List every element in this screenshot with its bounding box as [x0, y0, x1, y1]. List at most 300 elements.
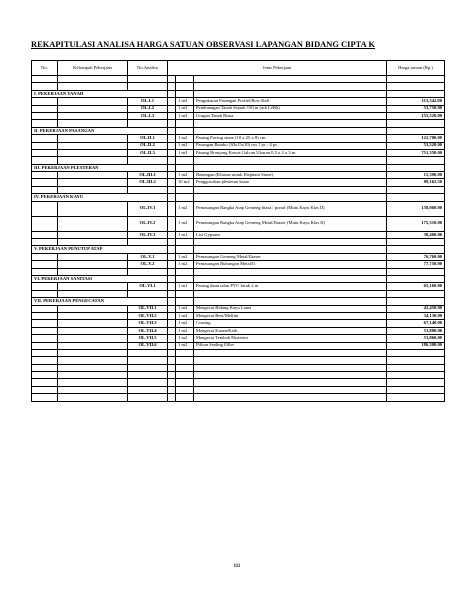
section-row — [32, 127, 445, 134]
spacer-row — [32, 186, 445, 193]
page-title: REKAPITULASI ANALISA HARGA SATUAN OBSERVASI LAPANGAN BIDANG CIPTA K — [31, 40, 376, 49]
unit-cell: 1 m2 — [176, 327, 194, 334]
analysis-code: OL.IV.3 — [128, 231, 168, 238]
empty-cell — [176, 76, 194, 83]
empty-cell — [176, 298, 194, 305]
price-cell: 53,860.00 — [387, 335, 445, 342]
price-cell: 53,520.00 — [387, 142, 445, 149]
empty-cell — [58, 179, 128, 186]
empty-cell — [168, 149, 176, 156]
empty-cell — [168, 194, 176, 201]
spacer-row — [32, 364, 445, 371]
empty-cell — [168, 349, 176, 356]
empty-cell — [32, 305, 58, 312]
spacer-row — [32, 120, 445, 127]
empty-cell — [176, 194, 194, 201]
empty-cell — [168, 261, 176, 268]
empty-cell — [176, 246, 194, 253]
empty-cell — [32, 142, 58, 149]
analysis-code: OL.VII.2 — [128, 312, 168, 319]
empty-cell — [32, 283, 58, 290]
empty-cell — [58, 76, 128, 83]
empty-cell — [32, 386, 58, 393]
description-cell: Pengukuran Pasangan Profiel/Bow Kali — [194, 98, 387, 105]
price-cell: 158,060.00 — [387, 201, 445, 216]
empty-cell — [58, 268, 128, 275]
description-cell: Pembuangan Tanah Sejauh 150 m (utk LeBh) — [194, 105, 387, 112]
empty-cell — [387, 372, 445, 379]
price-cell: 155,520.00 — [387, 112, 445, 119]
empty-cell — [58, 357, 128, 364]
spacer-row — [32, 379, 445, 386]
empty-cell — [32, 186, 58, 193]
empty-cell — [176, 372, 194, 379]
empty-cell — [58, 142, 128, 149]
unit-cell: 1 m1 — [176, 231, 194, 238]
empty-cell — [176, 349, 194, 356]
empty-cell — [128, 120, 168, 127]
empty-cell — [194, 372, 387, 379]
empty-cell — [32, 379, 58, 386]
empty-cell — [32, 349, 58, 356]
empty-cell — [128, 386, 168, 393]
section-row — [32, 164, 445, 171]
empty-cell — [58, 386, 128, 393]
empty-cell — [387, 394, 445, 401]
table-row — [32, 135, 445, 142]
section-row — [32, 90, 445, 97]
section-title: IV. PEKERJAAN KAYU — [32, 194, 168, 201]
spacer-row — [32, 83, 445, 90]
empty-cell — [128, 157, 168, 164]
analysis-code: OL.II.2 — [128, 142, 168, 149]
page-number: 111 — [233, 564, 241, 569]
empty-cell — [168, 135, 176, 142]
empty-cell — [194, 379, 387, 386]
empty-cell — [176, 164, 194, 171]
description-cell: List Gypsum — [194, 231, 387, 238]
empty-cell — [168, 335, 176, 342]
spacer-row — [32, 394, 445, 401]
table-row — [32, 201, 445, 216]
section-title: V. PEKERJAAN PENUTUP ATAP — [32, 246, 168, 253]
empty-cell — [176, 83, 194, 90]
empty-cell — [168, 239, 176, 246]
empty-cell — [194, 246, 387, 253]
empty-cell — [58, 112, 128, 119]
price-cell: 34,130.00 — [387, 312, 445, 319]
empty-cell — [58, 349, 128, 356]
empty-cell — [194, 90, 387, 97]
empty-cell — [58, 231, 128, 238]
analysis-code: OL.VI.1 — [128, 283, 168, 290]
unit-cell: 1 m2 — [176, 216, 194, 231]
price-cell: 77,750.00 — [387, 261, 445, 268]
price-cell: 38,460.00 — [387, 231, 445, 238]
empty-cell — [168, 105, 176, 112]
empty-cell — [58, 394, 128, 401]
empty-cell — [387, 90, 445, 97]
table-row — [32, 312, 445, 319]
empty-cell — [194, 239, 387, 246]
price-cell: 186,300.00 — [387, 342, 445, 349]
empty-cell — [32, 157, 58, 164]
empty-cell — [58, 364, 128, 371]
empty-cell — [32, 268, 58, 275]
empty-cell — [58, 312, 128, 319]
empty-cell — [387, 157, 445, 164]
empty-cell — [194, 164, 387, 171]
empty-cell — [32, 172, 58, 179]
empty-cell — [32, 83, 58, 90]
empty-cell — [168, 253, 176, 260]
empty-cell — [168, 186, 176, 193]
description-cell: Mengecat Tembok Eksterior — [194, 335, 387, 342]
empty-cell — [58, 186, 128, 193]
empty-cell — [168, 201, 176, 216]
header-harga: Harga satuan (Rp.) — [387, 61, 445, 76]
unit-cell: 1 m2 — [176, 172, 194, 179]
analysis-code: OL.V.1 — [128, 253, 168, 260]
unit-cell: 1 m3 — [176, 149, 194, 156]
analysis-code: OL.I.3 — [128, 112, 168, 119]
empty-cell — [58, 379, 128, 386]
empty-cell — [32, 239, 58, 246]
header-jenis: Jenis Pekerjaan — [168, 61, 387, 76]
description-cell: Coating — [194, 320, 387, 327]
empty-cell — [58, 201, 128, 216]
price-cell: 67,140.00 — [387, 320, 445, 327]
analysis-code: OL.VII.3 — [128, 320, 168, 327]
table-row — [32, 305, 445, 312]
description-cell: Pemasangan Rangka Atap Genteng Metal/Ilsaser (Mutu Kayu Klas II) — [194, 216, 387, 231]
empty-cell — [128, 290, 168, 297]
analysis-code: OL.VII.5 — [128, 335, 168, 342]
section-title: II. PEKERJAAN PASANGAN — [32, 127, 168, 134]
table-row — [32, 112, 445, 119]
empty-cell — [387, 290, 445, 297]
empty-cell — [194, 394, 387, 401]
unit-cell: 10 m2 — [176, 179, 194, 186]
empty-cell — [168, 157, 176, 164]
empty-cell — [32, 231, 58, 238]
empty-cell — [58, 342, 128, 349]
empty-cell — [176, 186, 194, 193]
unit-cell: 1 m1 — [176, 283, 194, 290]
empty-cell — [387, 120, 445, 127]
empty-cell — [194, 364, 387, 371]
empty-cell — [168, 305, 176, 312]
section-title: III. PEKERJAAN PLESTERAN — [32, 164, 168, 171]
empty-cell — [58, 335, 128, 342]
empty-cell — [387, 76, 445, 83]
spacer-row — [32, 386, 445, 393]
spacer-row — [32, 76, 445, 83]
table-row — [32, 320, 445, 327]
empty-cell — [32, 179, 58, 186]
empty-cell — [58, 239, 128, 246]
empty-cell — [32, 216, 58, 231]
analysis-code: OL.III.1 — [128, 172, 168, 179]
empty-cell — [58, 372, 128, 379]
spacer-row — [32, 157, 445, 164]
unit-cell: 1 m2 — [176, 342, 194, 349]
empty-cell — [168, 357, 176, 364]
empty-cell — [58, 172, 128, 179]
empty-cell — [176, 157, 194, 164]
empty-cell — [58, 120, 128, 127]
empty-cell — [176, 386, 194, 393]
price-cell: 175,310.00 — [387, 216, 445, 231]
analysis-code: OL.VII.6 — [128, 342, 168, 349]
empty-cell — [168, 76, 176, 83]
price-cell: 751,350.00 — [387, 149, 445, 156]
empty-cell — [387, 364, 445, 371]
analysis-code: OL.II.3 — [128, 149, 168, 156]
empty-cell — [168, 112, 176, 119]
section-row — [32, 275, 445, 282]
empty-cell — [387, 83, 445, 90]
empty-cell — [194, 157, 387, 164]
empty-cell — [58, 261, 128, 268]
unit-cell: 1 m3 — [176, 105, 194, 112]
empty-cell — [32, 135, 58, 142]
table-row — [32, 105, 445, 112]
empty-cell — [194, 83, 387, 90]
spacer-row — [32, 268, 445, 275]
unit-cell: 1 m2 — [176, 312, 194, 319]
empty-cell — [168, 90, 176, 97]
empty-cell — [176, 268, 194, 275]
empty-cell — [168, 275, 176, 282]
empty-cell — [194, 357, 387, 364]
empty-cell — [387, 246, 445, 253]
description-cell: Pemasangan Genteng Metal/Ilsaser — [194, 253, 387, 260]
empty-cell — [58, 253, 128, 260]
empty-cell — [387, 186, 445, 193]
empty-cell — [168, 379, 176, 386]
description-cell: Pasang Paving stone (10 x 25 x 8) cm — [194, 135, 387, 142]
empty-cell — [168, 127, 176, 134]
empty-cell — [32, 76, 58, 83]
empty-cell — [387, 298, 445, 305]
price-recap-table — [31, 60, 445, 402]
empty-cell — [168, 320, 176, 327]
empty-cell — [32, 98, 58, 105]
empty-cell — [168, 372, 176, 379]
empty-cell — [176, 379, 194, 386]
empty-cell — [168, 386, 176, 393]
empty-cell — [387, 164, 445, 171]
table-row — [32, 253, 445, 260]
empty-cell — [387, 127, 445, 134]
price-cell: 65,160.00 — [387, 283, 445, 290]
empty-cell — [176, 364, 194, 371]
empty-cell — [58, 98, 128, 105]
empty-cell — [168, 312, 176, 319]
empty-cell — [168, 364, 176, 371]
empty-cell — [128, 394, 168, 401]
table-row — [32, 283, 445, 290]
description-cell: Pemasangan Bubungan Metal/Il — [194, 261, 387, 268]
table-row — [32, 172, 445, 179]
description-cell: Penggosokan plesteran kasar — [194, 179, 387, 186]
empty-cell — [32, 261, 58, 268]
empty-cell — [58, 305, 128, 312]
price-cell: 113,342.00 — [387, 98, 445, 105]
empty-cell — [58, 83, 128, 90]
table-row — [32, 342, 445, 349]
empty-cell — [176, 90, 194, 97]
spacer-row — [32, 290, 445, 297]
empty-cell — [32, 335, 58, 342]
analysis-code: OL.V.2 — [128, 261, 168, 268]
empty-cell — [176, 239, 194, 246]
table-row — [32, 216, 445, 231]
empty-cell — [58, 135, 128, 142]
empty-cell — [194, 76, 387, 83]
section-row — [32, 194, 445, 201]
unit-cell: 1 m2 — [176, 142, 194, 149]
empty-cell — [128, 349, 168, 356]
empty-cell — [128, 372, 168, 379]
description-cell: Pasangan Batako (30x15x10) cm 1 pc : 4 ps — [194, 142, 387, 149]
spacer-row — [32, 239, 445, 246]
empty-cell — [194, 186, 387, 193]
empty-cell — [387, 268, 445, 275]
unit-cell: 1 m2 — [176, 135, 194, 142]
table-row — [32, 231, 445, 238]
unit-cell: 1 m3 — [176, 98, 194, 105]
spacer-row — [32, 357, 445, 364]
empty-cell — [194, 349, 387, 356]
empty-cell — [58, 290, 128, 297]
empty-cell — [194, 298, 387, 305]
table-header-row — [32, 61, 445, 76]
table-row — [32, 142, 445, 149]
empty-cell — [128, 379, 168, 386]
empty-cell — [194, 127, 387, 134]
spacer-row — [32, 349, 445, 356]
empty-cell — [128, 268, 168, 275]
empty-cell — [128, 83, 168, 90]
spacer-row — [32, 372, 445, 379]
price-cell: 89,162.50 — [387, 179, 445, 186]
empty-cell — [176, 394, 194, 401]
empty-cell — [58, 149, 128, 156]
description-cell: Urugan Tanah Biasa — [194, 112, 387, 119]
description-cell: Benangan (Khusus untuk Elephant Stone) — [194, 172, 387, 179]
empty-cell — [387, 379, 445, 386]
empty-cell — [176, 357, 194, 364]
empty-cell — [168, 394, 176, 401]
table-body — [32, 76, 445, 402]
unit-cell: 1 m3 — [176, 112, 194, 119]
description-cell: Mengecat Kusen/Kerb — [194, 327, 387, 334]
empty-cell — [387, 275, 445, 282]
unit-cell: 1 m2 — [176, 253, 194, 260]
table-row — [32, 179, 445, 186]
empty-cell — [194, 290, 387, 297]
analysis-code: OL.I.1 — [128, 98, 168, 105]
empty-cell — [58, 327, 128, 334]
analysis-code: OL.I.2 — [128, 105, 168, 112]
empty-cell — [32, 253, 58, 260]
table-row — [32, 261, 445, 268]
analysis-code: OL.II.1 — [128, 135, 168, 142]
empty-cell — [58, 105, 128, 112]
empty-cell — [168, 216, 176, 231]
empty-cell — [168, 120, 176, 127]
analysis-code: OL.III.2 — [128, 179, 168, 186]
empty-cell — [58, 216, 128, 231]
empty-cell — [168, 142, 176, 149]
empty-cell — [168, 327, 176, 334]
description-cell: Mengecat Besi/Melfini — [194, 312, 387, 319]
empty-cell — [387, 349, 445, 356]
analysis-code: OL.IV.1 — [128, 201, 168, 216]
description-cell: Pasang Bronjong Kawat Galvan Ukuran 0,5 x 2 x 3 m — [194, 149, 387, 156]
empty-cell — [176, 275, 194, 282]
empty-cell — [32, 394, 58, 401]
empty-cell — [32, 149, 58, 156]
unit-cell: 1 m2 — [176, 335, 194, 342]
price-cell: 15,390.00 — [387, 172, 445, 179]
empty-cell — [387, 357, 445, 364]
unit-cell: 1 m2 — [176, 261, 194, 268]
section-title: VII. PEKERJAAN PENGECATAN — [32, 298, 168, 305]
empty-cell — [176, 127, 194, 134]
header-analisa: No.Analisa — [128, 61, 168, 76]
empty-cell — [176, 290, 194, 297]
empty-cell — [168, 164, 176, 171]
empty-cell — [176, 120, 194, 127]
empty-cell — [194, 120, 387, 127]
empty-cell — [32, 112, 58, 119]
empty-cell — [32, 342, 58, 349]
empty-cell — [32, 105, 58, 112]
price-cell: 51,880.00 — [387, 327, 445, 334]
table-row — [32, 149, 445, 156]
empty-cell — [168, 172, 176, 179]
empty-cell — [194, 275, 387, 282]
empty-cell — [32, 364, 58, 371]
price-cell: 53,750.00 — [387, 105, 445, 112]
empty-cell — [168, 283, 176, 290]
empty-cell — [168, 83, 176, 90]
empty-cell — [58, 320, 128, 327]
empty-cell — [168, 231, 176, 238]
empty-cell — [32, 290, 58, 297]
unit-cell: 1 m2 — [176, 320, 194, 327]
empty-cell — [128, 186, 168, 193]
empty-cell — [128, 76, 168, 83]
empty-cell — [32, 372, 58, 379]
empty-cell — [168, 246, 176, 253]
empty-cell — [387, 386, 445, 393]
section-row — [32, 298, 445, 305]
table-row — [32, 335, 445, 342]
description-cell: Pilitan Sealing Filler — [194, 342, 387, 349]
empty-cell — [128, 357, 168, 364]
empty-cell — [387, 194, 445, 201]
empty-cell — [387, 239, 445, 246]
empty-cell — [194, 386, 387, 393]
empty-cell — [32, 357, 58, 364]
empty-cell — [128, 364, 168, 371]
header-kelompok: Kelompok Pekerjaan — [58, 61, 128, 76]
empty-cell — [32, 201, 58, 216]
